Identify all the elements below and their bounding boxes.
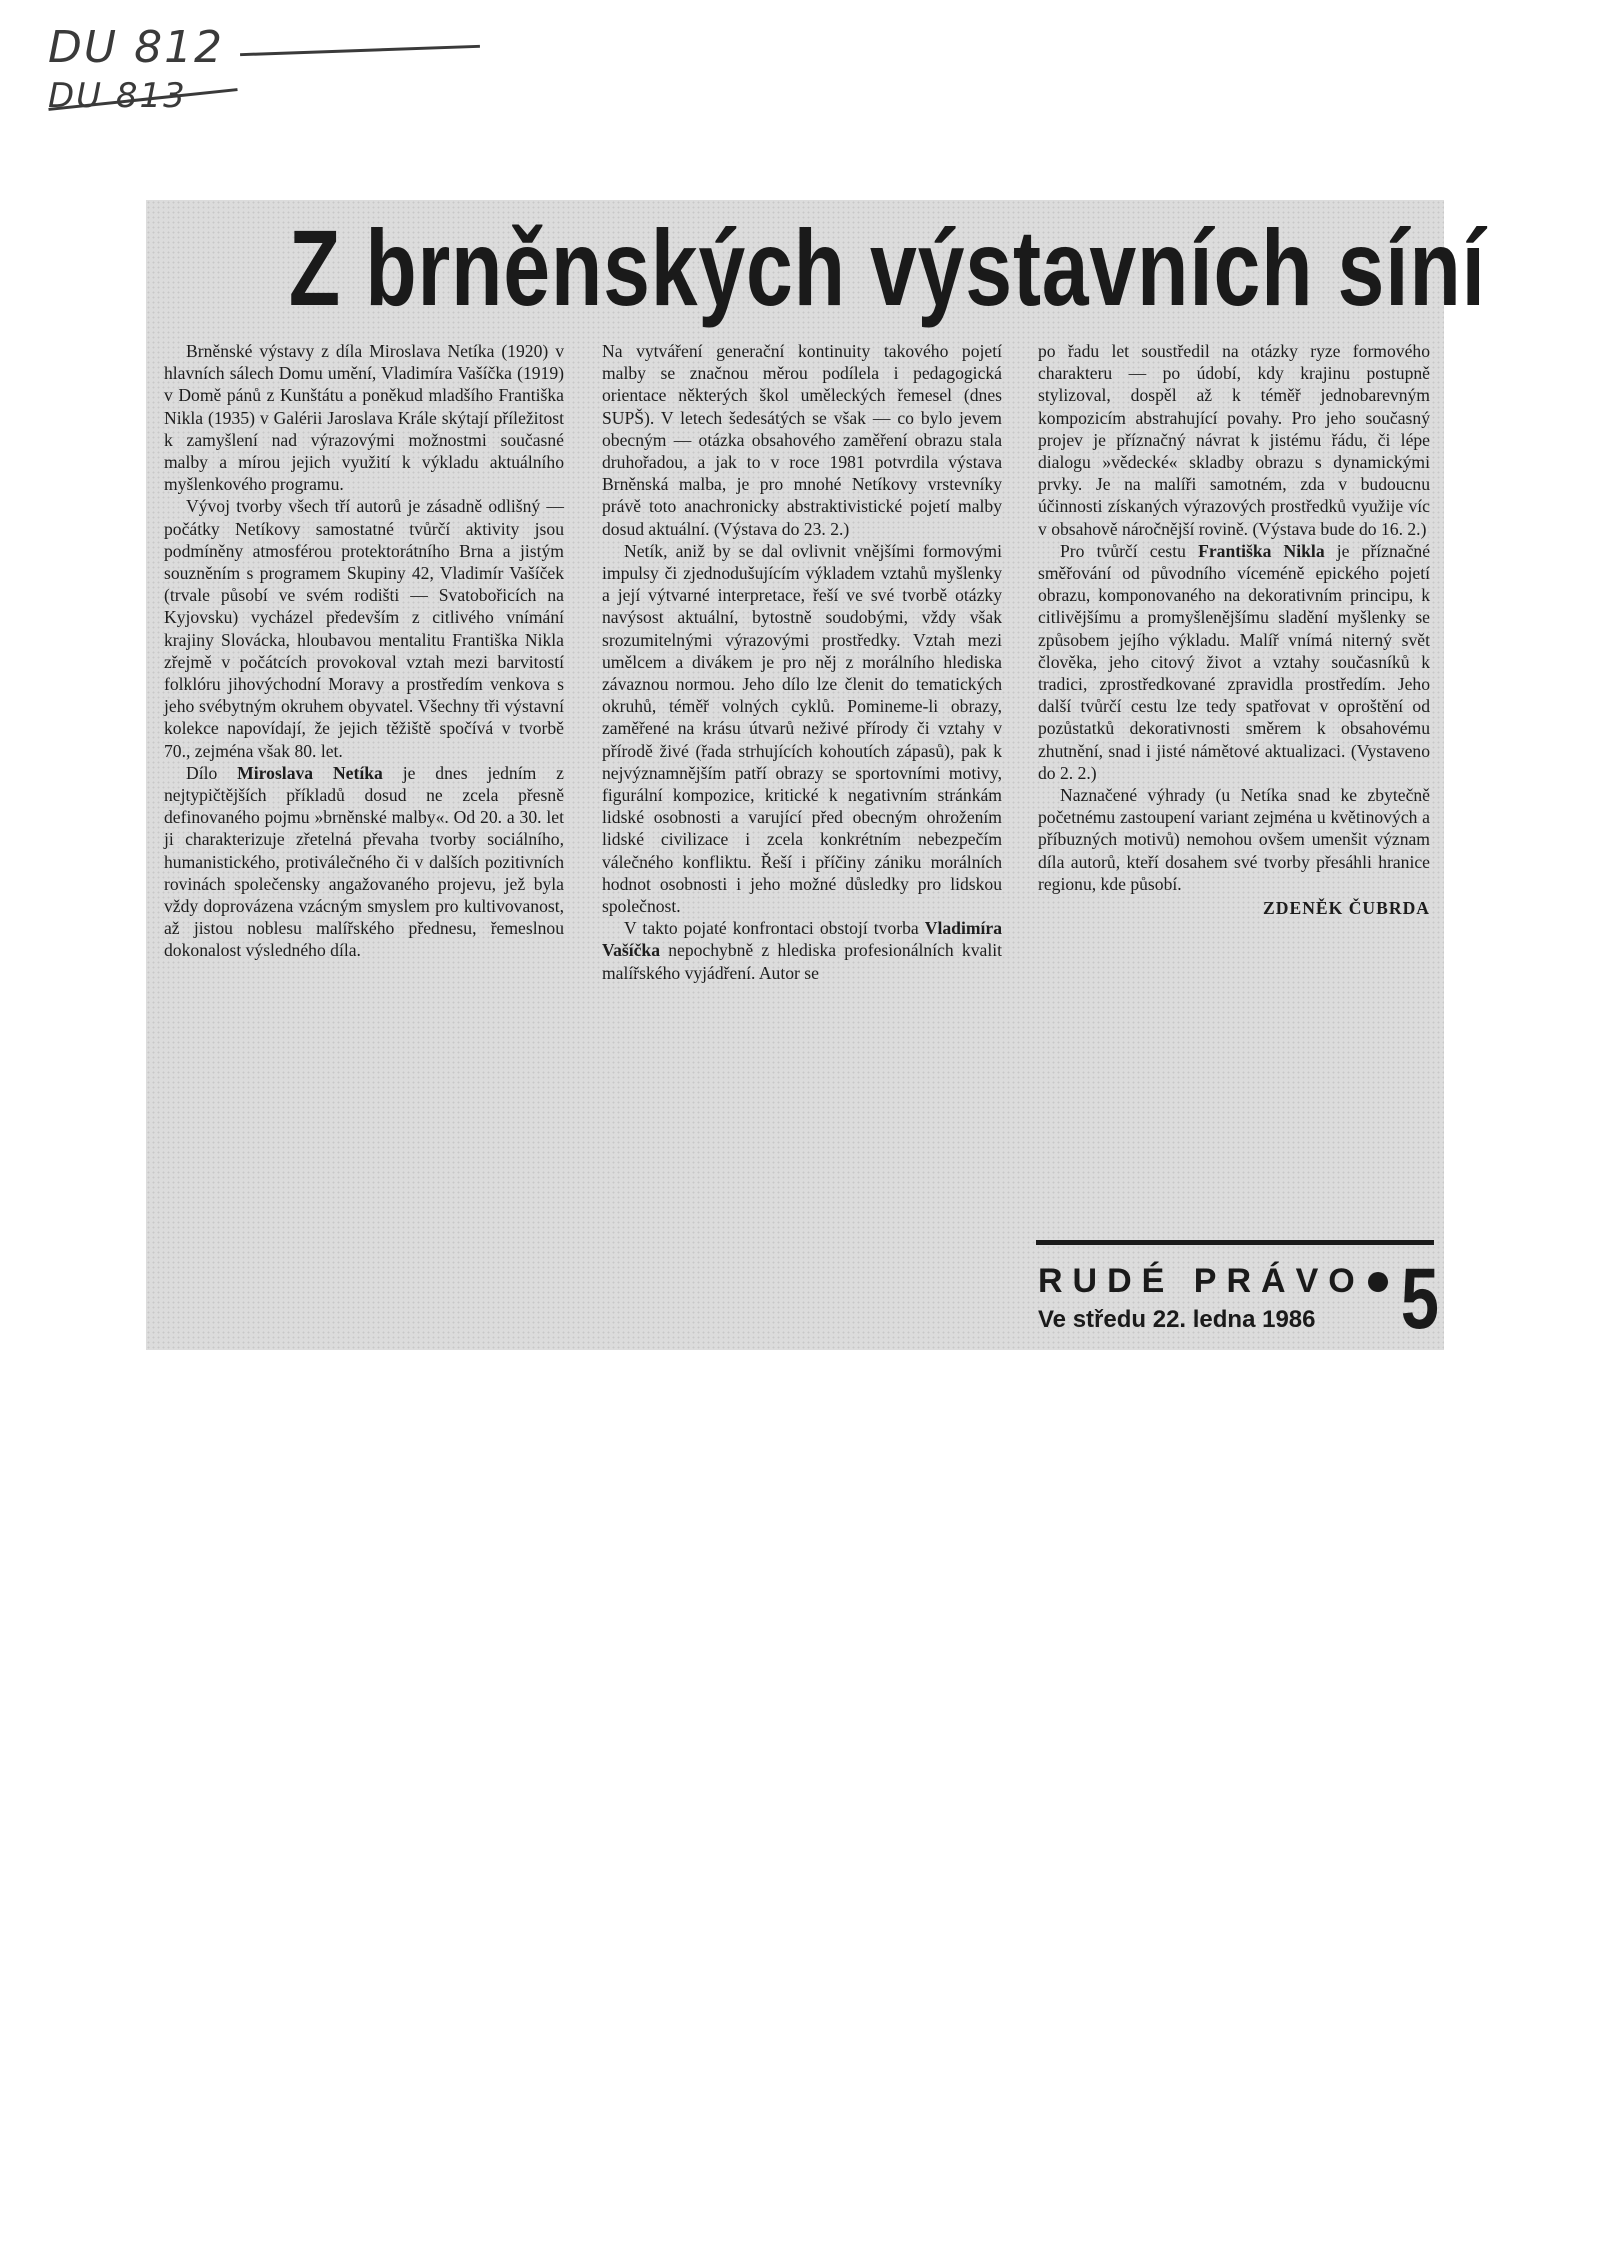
handwritten-reference-2 (48, 76, 187, 116)
paragraph-text: je dnes jedním z nejtypičtějších příkladů dosud ne zcela přesně definovaného pojmu »brněnské malby«. Od 20. a 30. let ji charakterizuje zřetelná převaha tvorby sociálního, humanistického, protiválečného či v dalších pozitivních rovinách společensky angažovaného projevu, jež byla vždy doprovázena vzácným smyslem pro kultivovanost, až jistou noblesu malířského přednesu, řemeslnou dokonalost výsledného díla. (164, 762, 564, 961)
article-paragraph (602, 917, 1002, 984)
masthead-rule (1036, 1240, 1434, 1245)
artist-name-vasicek: Vladimíra Vašíčka (602, 918, 1002, 961)
article-column-1 (164, 340, 564, 962)
page-number: 5 (1400, 1251, 1440, 1347)
article-paragraph: Brněnské výstavy z díla Miroslava Netíka (1920) v hlavních sálech Domu umění, Vladimíra Vašíčka (1919) v Domě pánů z Kunštátu a poněkud mladšího Františka Nikla (1935) v Galérii Jaroslava Krále skýtají příležitost k zamyšlení nad výrazovými možnostmi současné malby a mírou jejich využití k výkladu aktuálního myšlenkového programu. (164, 341, 564, 495)
article-column-3 (1038, 340, 1430, 919)
author-signature: ZDENĚK ČUBRDA (1263, 898, 1430, 919)
artist-name-netik: Miroslava Netíka (237, 762, 383, 783)
paragraph-text: Pro tvůrčí cestu (1060, 540, 1199, 561)
paragraph-text: Dílo (186, 762, 238, 783)
paragraph-text: nepochybně z hlediska profesionálních kvalit malířského vyjádření. Autor se (602, 940, 1002, 983)
paragraph-text: je příznačné směřování od původního víceméně epického pojetí obrazu, komponovaného na dekorativním principu, k citlivějšímu a promyšlenějšímu sladění myšlenky se způsobem jejího výkladu. Malíř vnímá niterný svět člověka, jeho citový život a vztahy současníků k tradici, zprostředkované zpravidla prostředím. Jeho další tvůrčí cestu lze tedy spatřovat v oproštění od pozůstatků dekorativnosti směrem k obsahovému zhutnění, snad i jisté námětové aktualizaci. (Vystaveno do 2. 2.) (1038, 540, 1430, 783)
newspaper-clipping (146, 200, 1486, 1350)
article-column-2 (602, 340, 1002, 984)
article-paragraph: Netík, aniž by se dal ovlivnit vnějšími formovými impulsy či zjednodušujícím výkladem vztahů myšlenky a její výtvarné interpretace, řeší ve své tvorbě otázky navýsost aktuální, bytostně soudobými, vždy však srozumitelnými výrazovými prostředky. Vztah mezi umělcem a divákem je pro něj z morálního hlediska závaznou normou. Jeho dílo lze členit do tematických okruhů, téměř volných cyklů. Pomineme-li obrazy, zaměřené na krásu útvarů neživé přírody či vztahy v přírodě živé (řada strhujících kohoutích zápasů), pak k nejvýznamnějším patří obrazy se sportovními motivy, figurální kompozice, kritické k negativním stránkám lidské osobnosti a varující před obecným ohrožením lidské civilizace i zcela konkrétním nebezpečím válečného konfliktu. Řeší i příčiny zániku morálních hodnot osobnosti i jeho možné důsledky pro lidskou společnost. (602, 540, 1002, 917)
article-paragraph: Naznačené výhrady (u Netíka snad ke zbytečně početnému zastoupení variant zejména u květinových a příbuzných motivů) nemohou ovšem umenšit význam díla autorů, kteří dosahem své tvorby přesáhli hranice regionu, kde působí. (1038, 785, 1430, 894)
article-paragraph (1038, 540, 1430, 784)
issue-date: Ve středu 22. ledna 1986 (1038, 1306, 1316, 1333)
handwritten-reference-1-text: DU 812 (48, 22, 225, 73)
paragraph-text: V takto pojaté konfrontaci obstojí tvorba (624, 918, 925, 939)
handwritten-reference-1 (48, 22, 480, 73)
newspaper-masthead (1038, 1251, 1440, 1347)
artist-name-nikl: Františka Nikla (1198, 540, 1325, 561)
article-paragraph (164, 762, 564, 962)
newspaper-name: RUDÉ PRÁVO (1038, 1262, 1365, 1300)
article-headline: Z brněnských výstavních síní (288, 207, 1486, 328)
bullet-dot-icon (1368, 1272, 1388, 1292)
handwritten-reference-2-text: DU 813 (48, 76, 187, 116)
article-paragraph: Vývoj tvorby všech tří autorů je zásadně odlišný — počátky Netíkovy samostatné tvůrčí aktivity jsou podmíněny atmosférou protektorátního Brna a jistým souzněním s programem Skupiny 42, Vladimír Vašíček (trvale působí ve svém rodišti — Svatobořicích na Kyjovsku) vycházel především z citlivého vnímání krajiny Slovácka, hloubavou mentalitu Františka Nikla zřejmě v počátcích provokoval vztah mezi barvitostí folklóru jihovýchodní Moravy a prostředím venkova s jeho svébytným okruhem obyvatel. Všechny tři výstavní kolekce napovídají, že jejich těžiště spočívá v tvorbě 70., zejména však 80. let. (164, 496, 564, 761)
article-paragraph: Na vytváření generační kontinuity takového pojetí malby se značnou měrou podílela i pedagogická orientace některých škol uměleckých řemesel (dnes SUPŠ). V letech šedesátých se však — co bylo jevem obecným — otázka obsahového zaměření obrazu stala druhořadou, a jak to v roce 1981 potvrdila výstava Brněnská malba, je pro mnohé Netíkovy vrstevníky právě toto anachronicky abstraktivistické pojetí malby dosud aktuální. (Výstava do 23. 2.) (602, 341, 1002, 539)
handwritten-scribble (240, 44, 480, 55)
article-paragraph: po řadu let soustředil na otázky ryze formového charakteru — po údobí, kdy krajinu postupně stylizoval, dospěl až k téměř jednobarevným kompozicím abstrahující povahy. Pro jeho současný projev je příznačný návrat k jistému řádu, či lépe dialogu »vědecké« skladby obrazu s dynamickými prvky. Je na malíři samotném, zda v budoucnu účinnosti získaných výrazových prostředků využije víc v obsahově náročnější rovině. (Výstava bude do 16. 2.) (1038, 341, 1430, 539)
